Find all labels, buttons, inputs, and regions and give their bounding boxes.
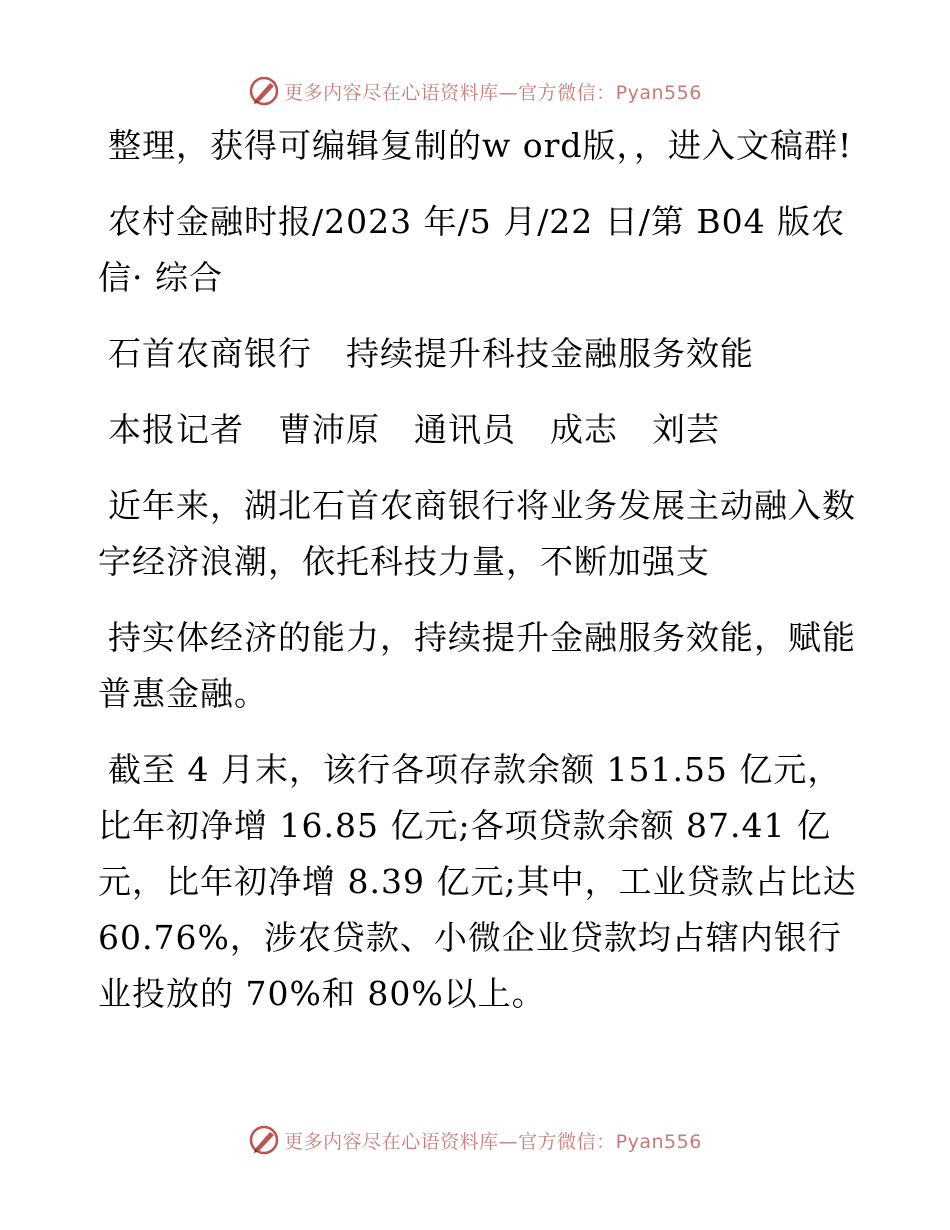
byline: 本报记者 曹沛原 通讯员 成志 刘芸 xyxy=(108,410,720,449)
source-line: 农村金融时报/2023 年/5 月/22 日/第 B04 版农信· 综合 xyxy=(98,202,846,297)
document-body xyxy=(98,118,858,1042)
footer-watermark xyxy=(0,1120,950,1160)
body-paragraph: 近年来，湖北石首农商银行将业务发展主动融入数字经济浪潮，依托科技力量，不断加强支 xyxy=(98,486,856,581)
body-paragraph: 持实体经济的能力，持续提升金融服务效能，赋能普惠金融。 xyxy=(98,618,856,713)
body-paragraph: 截至 4 月末，该行各项存款余额 151.55 亿元，比年初净增 16.85 亿元;各项贷款余额 87.41 亿元，比年初净增 8.39 亿元;其中，工业贷款占比达 60.76%，涉农贷款、小微企业贷款均占辖内银行业投放的 70%和 80%以上。 xyxy=(98,750,857,1013)
intro-paragraph: 整理，获得可编辑复制的w ord版，，进入文稿群! xyxy=(108,126,853,165)
watermark-text: 更多内容尽在心语资料库—官方微信：Pyan556 xyxy=(284,81,702,104)
article-title: 石首农商银行 持续提升科技金融服务效能 xyxy=(108,334,754,373)
pen-logo-icon xyxy=(248,75,280,107)
pen-logo-icon xyxy=(248,1124,280,1156)
header-watermark xyxy=(0,71,950,111)
watermark-text: 更多内容尽在心语资料库—官方微信：Pyan556 xyxy=(284,1130,702,1153)
